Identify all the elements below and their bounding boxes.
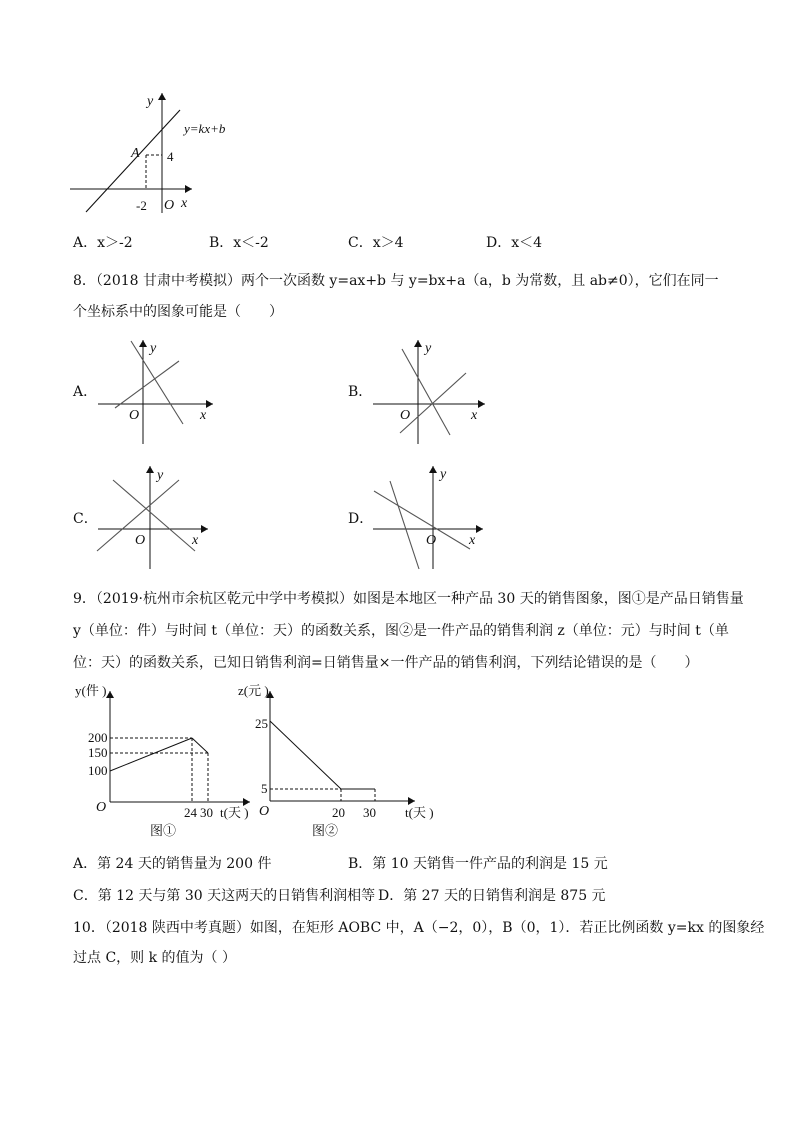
q8-label-a[interactable]: A． [73, 384, 98, 400]
fig7-line-label: y=kx+b [184, 121, 226, 136]
q9-stem-line2: y（单位：件）与时间 t（单位：天）的函数关系，图②是一件产品的销售利润 z（单位：元）与时间 t（单 [73, 623, 729, 639]
fig2-origin: O [259, 804, 270, 819]
q9-figure-2 [235, 683, 445, 843]
fig7-y-label: y [147, 94, 154, 109]
fig1-y-tick-150: 150 [88, 745, 108, 760]
fig1-y-label: y(件 ) [75, 683, 107, 698]
q7-option-d[interactable]: D．x＜4 [486, 235, 543, 251]
q9-option-a[interactable]: A．第 24 天的销售量为 200 件 [73, 856, 272, 872]
fig1-y-tick-100: 100 [88, 763, 108, 778]
q7-option-a[interactable]: A．x＞-2 [73, 235, 133, 251]
q8d-x-label: x [469, 533, 476, 548]
fig1-x-tick-24: 24 [184, 805, 197, 820]
fig7-x-tick: -2 [136, 198, 147, 213]
q8-graph-d [370, 463, 500, 573]
q8a-x-label: x [200, 408, 207, 423]
fig7-x-label: x [181, 196, 188, 211]
q10-stem-line2: 过点 C，则 k 的值为（ ） [73, 950, 236, 966]
q8-graph-c [95, 463, 225, 573]
q7-option-c[interactable]: C．x＞4 [348, 235, 404, 251]
fig2-caption: 图② [312, 823, 339, 838]
fig2-x-tick-20: 20 [332, 805, 345, 820]
q8d-y-label: y [440, 467, 447, 482]
q9-option-b[interactable]: B．第 10 天销售一件产品的利润是 15 元 [348, 856, 608, 872]
fig2-y-tick-25: 25 [255, 716, 268, 731]
fig1-origin: O [96, 800, 107, 815]
q8a-origin: O [129, 408, 140, 423]
fig7-origin: O [164, 198, 175, 213]
fig1-x-tick-30: 30 [200, 805, 213, 820]
fig7-y-tick: 4 [167, 149, 174, 164]
q8-label-b[interactable]: B． [348, 384, 373, 400]
q8-label-c[interactable]: C． [73, 511, 98, 527]
q9-option-d[interactable]: D．第 27 天的日销售利润是 875 元 [378, 888, 606, 904]
q7-figure [60, 85, 260, 220]
q8d-origin: O [426, 533, 437, 548]
q7-option-b[interactable]: B．x＜-2 [209, 235, 269, 251]
q8b-origin: O [400, 408, 411, 423]
q8-label-d[interactable]: D． [348, 511, 374, 527]
fig2-x-label: t(天 ) [405, 805, 434, 820]
fig1-x-label: t(天 ) [220, 805, 249, 820]
q8c-origin: O [135, 533, 146, 548]
q8-stem-line2: 个坐标系中的图象可能是（ ） [73, 304, 283, 320]
q9-stem-line3: 位：天）的函数关系，已知日销售利润=日销售量×一件产品的销售利润，下列结论错误的是（ ） [73, 655, 699, 671]
fig7-point-label: A [131, 146, 140, 161]
q8a-y-label: y [150, 341, 157, 356]
fig1-caption: 图① [150, 823, 177, 838]
fig2-y-tick-5: 5 [261, 781, 268, 796]
q8b-y-label: y [425, 341, 432, 356]
q8-graph-b [370, 337, 500, 447]
q9-stem-line1: 9．（2019·杭州市余杭区乾元中学中考模拟）如图是本地区一种产品 30 天的销售图象，图①是产品日销售量 [73, 591, 744, 607]
fig2-y-label: z(元 ) [238, 683, 269, 698]
q8b-x-label: x [471, 408, 478, 423]
q9-option-c[interactable]: C．第 12 天与第 30 天这两天的日销售利润相等 [73, 888, 376, 904]
q8c-y-label: y [157, 468, 164, 483]
q8-graph-a [95, 337, 225, 447]
q8c-x-label: x [192, 533, 199, 548]
fig1-y-tick-200: 200 [88, 730, 108, 745]
q8-stem-line1: 8．（2018 甘肃中考模拟）两个一次函数 y=ax+b 与 y=bx+a（a，b 为常数，且 ab≠0），它们在同一 [73, 273, 719, 289]
fig2-x-tick-30: 30 [363, 805, 376, 820]
q10-stem-line1: 10．（2018 陕西中考真题）如图，在矩形 AOBC 中，A（−2，0），B（0，1）．若正比例函数 y=kx 的图象经 [73, 920, 765, 936]
